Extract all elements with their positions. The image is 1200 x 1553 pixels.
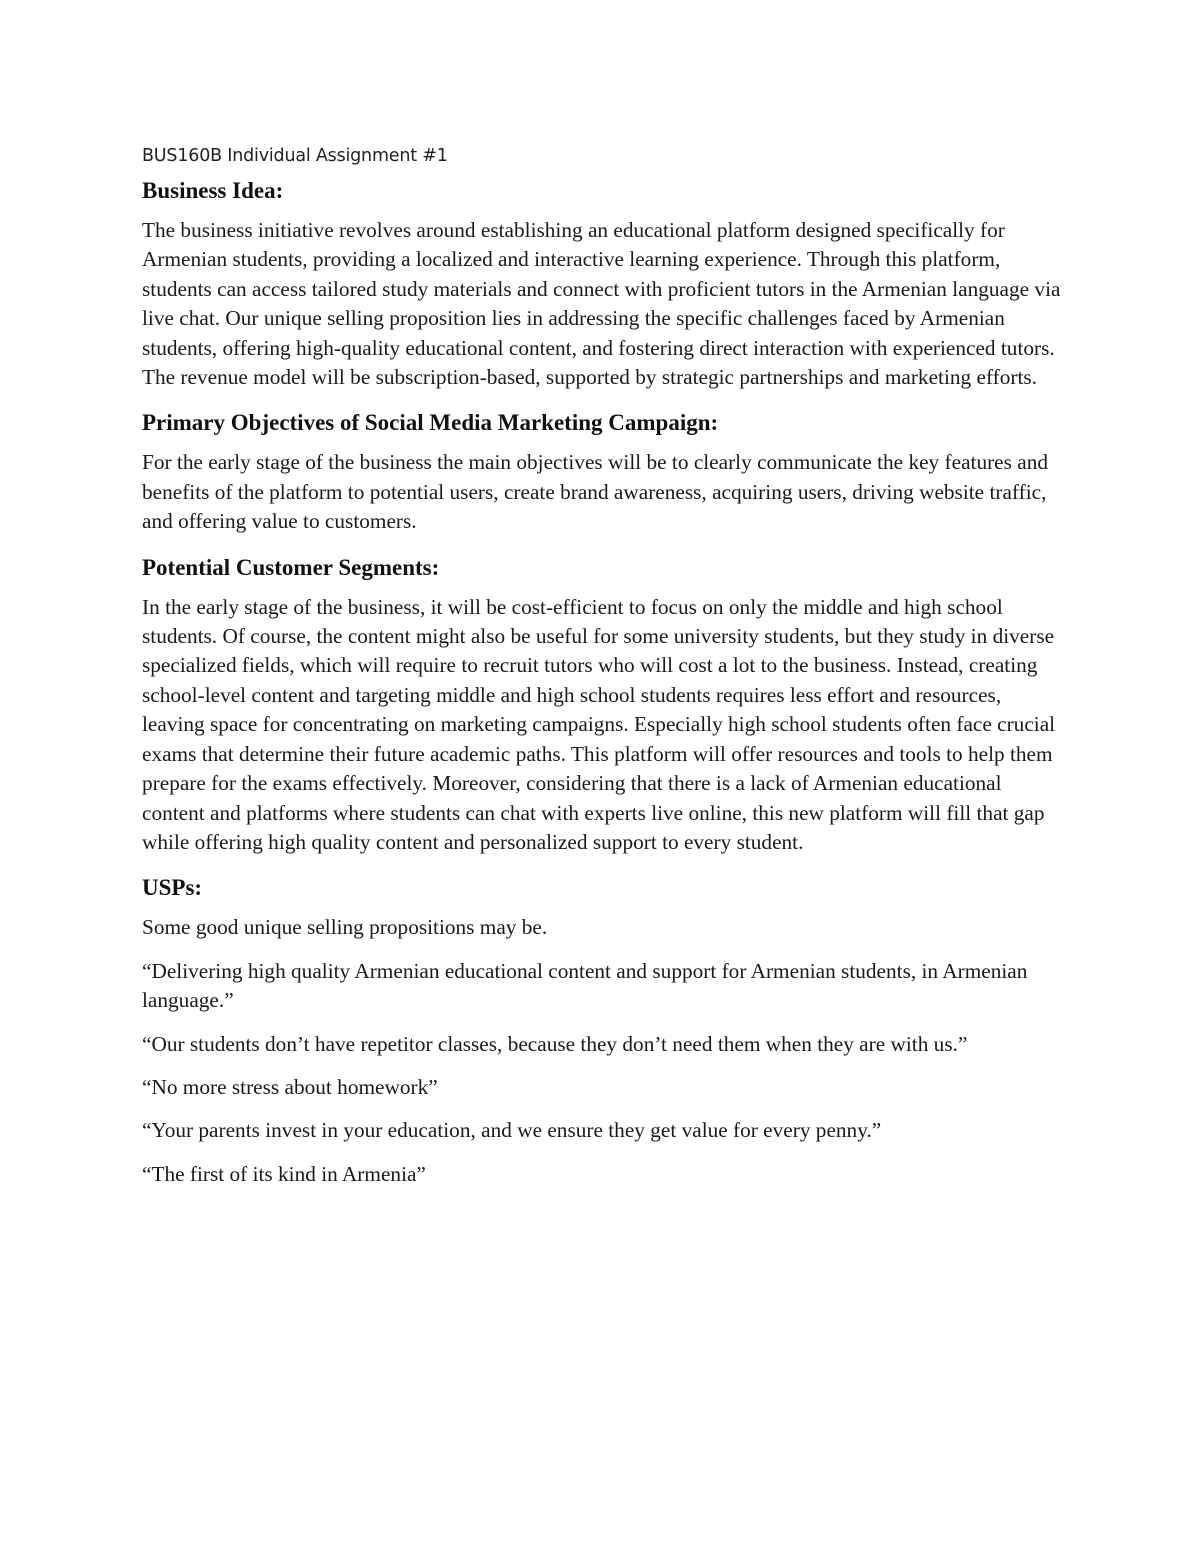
section-business-idea <box>142 176 1062 392</box>
section-heading: Potential Customer Segments: <box>142 554 440 580</box>
section-heading: Business Idea: <box>142 178 284 203</box>
document-page <box>142 142 1062 1203</box>
section-usps <box>142 873 1062 1189</box>
document-header: BUS160B Individual Assignment #1 <box>142 146 448 166</box>
usp-quote: “Our students don’t have repetitor classes, because they don’t need them when they are with us.” <box>142 1031 968 1056</box>
paragraph: The business initiative revolves around establishing an educational platform designed specifically for Armenian students, providing a localized and interactive learning experience. Through this platform, students can access tailored study materials and connect with proficient tutors in the Armenian language via live chat. Our unique selling proposition lies in addressing the specific challenges faced by Armenian students, offering high-quality educational content, and fostering direct interaction with experienced tutors. The revenue model will be subscription-based, supported by strategic partnerships and marketing efforts. <box>142 218 1061 390</box>
paragraph: In the early stage of the business, it will be cost-efficient to focus on only the middle and high school students. Of course, the content might also be useful for some university students, but they study in diverse specialized fields, which will require to recruit tutors who will cost a lot to the business. Instead, creating school-level content and targeting middle and high school students requires less effort and resources, leaving space for concentrating on marketing campaigns. Especially high school students often face crucial exams that determine their future academic paths. This platform will offer resources and tools to help them prepare for the exams effectively. Moreover, considering that there is a lack of Armenian educational content and platforms where students can chat with experts live online, this new platform will fill that gap while offering high quality content and personalized support to every student. <box>142 594 1056 854</box>
usp-quote: “The first of its kind in Armenia” <box>142 1161 426 1186</box>
paragraph: For the early stage of the business the main objectives will be to clearly communicate the key features and benefits of the platform to potential users, create brand awareness, acquiring users, driving website traffic, and offering value to customers. <box>142 450 1049 534</box>
usp-quote: “No more stress about homework” <box>142 1074 438 1099</box>
section-customer-segments <box>142 553 1062 858</box>
usp-quote: “Your parents invest in your education, and we ensure they get value for every penny.” <box>142 1118 882 1143</box>
section-heading: Primary Objectives of Social Media Marketing Campaign: <box>142 410 719 436</box>
section-primary-objectives <box>142 408 1062 536</box>
section-heading: USPs: <box>142 875 203 901</box>
paragraph: Some good unique selling propositions may be. <box>142 915 548 940</box>
usp-quote: “Delivering high quality Armenian educational content and support for Armenian students, in Armenian language.” <box>142 958 1028 1013</box>
